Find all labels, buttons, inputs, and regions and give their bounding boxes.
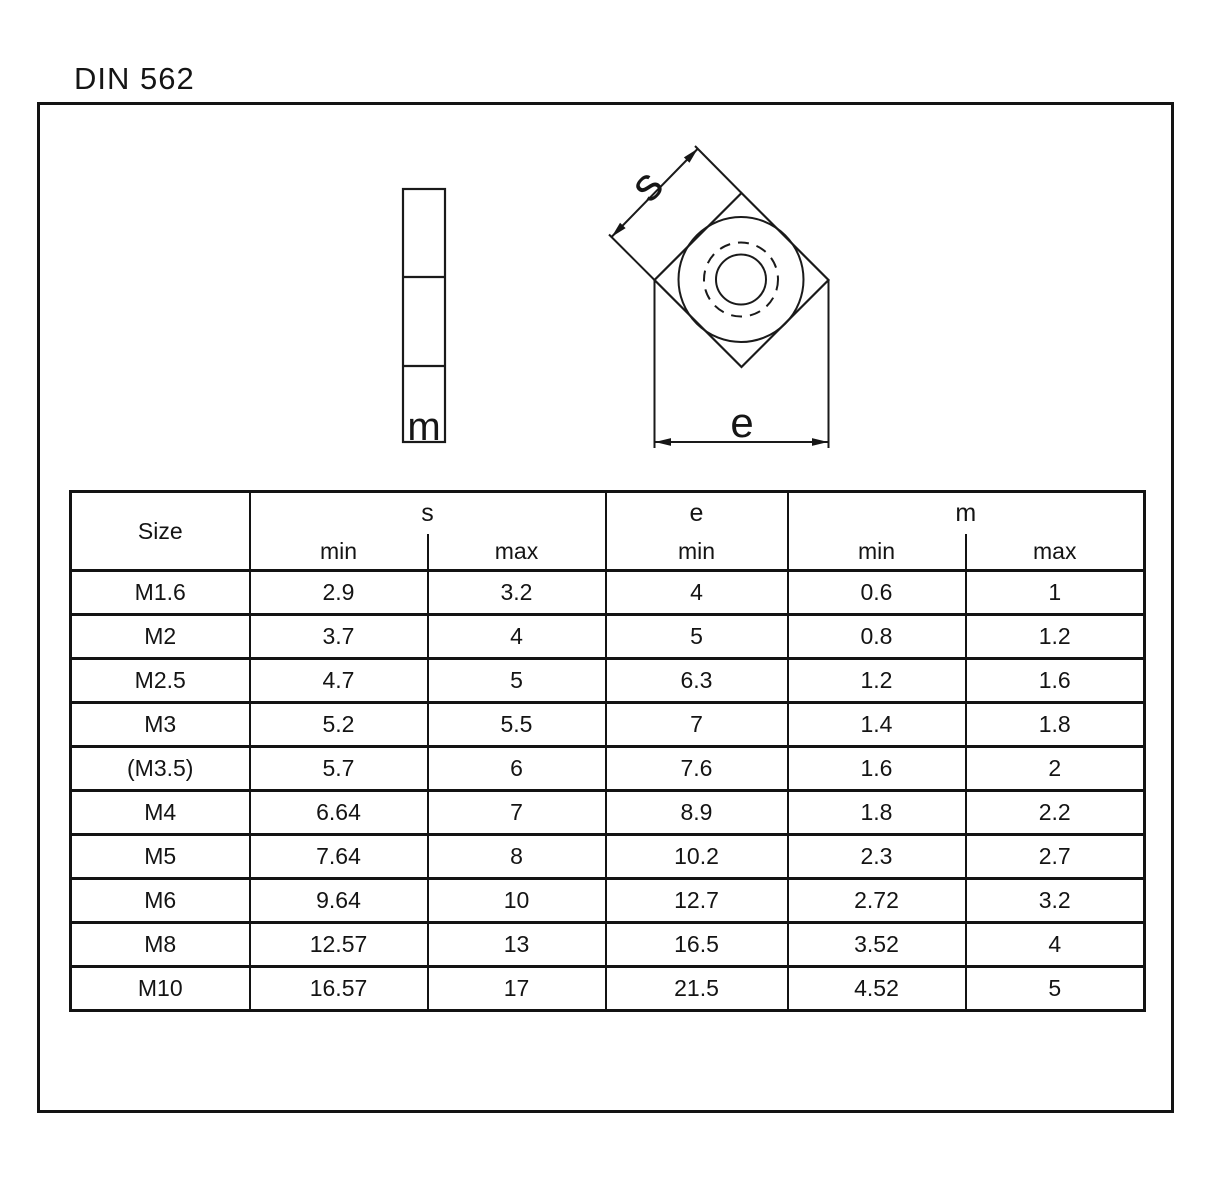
- value-cell: 4: [606, 571, 788, 615]
- value-cell: 0.8: [788, 615, 966, 659]
- technical-drawing: [340, 130, 900, 470]
- value-cell: 2.2: [966, 791, 1145, 835]
- value-cell: 9.64: [250, 879, 428, 923]
- value-cell: 7.64: [250, 835, 428, 879]
- value-cell: 1.8: [966, 703, 1145, 747]
- value-cell: 8.9: [606, 791, 788, 835]
- size-cell: M8: [71, 923, 250, 967]
- table-row: [71, 747, 1145, 791]
- value-cell: 12.7: [606, 879, 788, 923]
- value-cell: 16.57: [250, 967, 428, 1011]
- value-cell: 5: [966, 967, 1145, 1011]
- value-cell: 5: [428, 659, 606, 703]
- value-cell: 6.64: [250, 791, 428, 835]
- value-cell: 5.7: [250, 747, 428, 791]
- size-cell: M1.6: [71, 571, 250, 615]
- value-cell: 3.2: [428, 571, 606, 615]
- value-cell: 6.3: [606, 659, 788, 703]
- table-row: [71, 659, 1145, 703]
- value-cell: 2: [966, 747, 1145, 791]
- nut-square-outline: [655, 193, 829, 367]
- value-cell: 1.2: [966, 615, 1145, 659]
- subheader-m-max: max: [966, 534, 1145, 571]
- value-cell: 0.6: [788, 571, 966, 615]
- table-row: [71, 571, 1145, 615]
- table-header-row-groups: [71, 492, 1145, 534]
- value-cell: 8: [428, 835, 606, 879]
- value-cell: 7: [606, 703, 788, 747]
- size-cell: M2.5: [71, 659, 250, 703]
- size-cell: (M3.5): [71, 747, 250, 791]
- value-cell: 12.57: [250, 923, 428, 967]
- hole-circle: [716, 255, 766, 305]
- column-header-size: Size: [71, 492, 250, 571]
- column-group-s: s: [250, 492, 606, 534]
- value-cell: 5: [606, 615, 788, 659]
- dimension-label-s: s: [619, 158, 673, 212]
- value-cell: 2.72: [788, 879, 966, 923]
- value-cell: 5.2: [250, 703, 428, 747]
- value-cell: 3.7: [250, 615, 428, 659]
- value-cell: 1: [966, 571, 1145, 615]
- size-cell: M4: [71, 791, 250, 835]
- dimensions-table: [69, 490, 1146, 1012]
- table-row: [71, 703, 1145, 747]
- value-cell: 6: [428, 747, 606, 791]
- value-cell: 3.2: [966, 879, 1145, 923]
- column-group-e: e: [606, 492, 788, 534]
- value-cell: 3.52: [788, 923, 966, 967]
- table-row: [71, 835, 1145, 879]
- subheader-e-min: min: [606, 534, 788, 571]
- value-cell: 16.5: [606, 923, 788, 967]
- table-row: [71, 967, 1145, 1011]
- size-cell: M2: [71, 615, 250, 659]
- table-row: [71, 879, 1145, 923]
- page-title: DIN 562: [74, 61, 195, 96]
- value-cell: 7: [428, 791, 606, 835]
- value-cell: 4: [966, 923, 1145, 967]
- side-view-drawing: [403, 189, 445, 449]
- table-row: [71, 615, 1145, 659]
- table-row: [71, 791, 1145, 835]
- value-cell: 7.6: [606, 747, 788, 791]
- value-cell: 1.6: [788, 747, 966, 791]
- s-extension-line-top: [695, 146, 742, 193]
- chamfer-circle: [679, 217, 804, 342]
- value-cell: 10: [428, 879, 606, 923]
- value-cell: 1.2: [788, 659, 966, 703]
- value-cell: 2.9: [250, 571, 428, 615]
- value-cell: 2.3: [788, 835, 966, 879]
- value-cell: 1.4: [788, 703, 966, 747]
- value-cell: 1.6: [966, 659, 1145, 703]
- value-cell: 21.5: [606, 967, 788, 1011]
- value-cell: 5.5: [428, 703, 606, 747]
- dimension-label-m: m: [407, 405, 441, 449]
- column-group-m: m: [788, 492, 1145, 534]
- subheader-s-min: min: [250, 534, 428, 571]
- top-view-drawing: [609, 146, 829, 448]
- value-cell: 17: [428, 967, 606, 1011]
- value-cell: 13: [428, 923, 606, 967]
- subheader-m-min: min: [788, 534, 966, 571]
- value-cell: 4: [428, 615, 606, 659]
- table-row: [71, 923, 1145, 967]
- size-cell: M3: [71, 703, 250, 747]
- value-cell: 4.7: [250, 659, 428, 703]
- value-cell: 2.7: [966, 835, 1145, 879]
- value-cell: 10.2: [606, 835, 788, 879]
- size-cell: M5: [71, 835, 250, 879]
- size-cell: M10: [71, 967, 250, 1011]
- dimension-label-e: e: [730, 399, 754, 446]
- subheader-s-max: max: [428, 534, 606, 571]
- size-cell: M6: [71, 879, 250, 923]
- value-cell: 1.8: [788, 791, 966, 835]
- value-cell: 4.52: [788, 967, 966, 1011]
- s-extension-line-left: [609, 235, 655, 281]
